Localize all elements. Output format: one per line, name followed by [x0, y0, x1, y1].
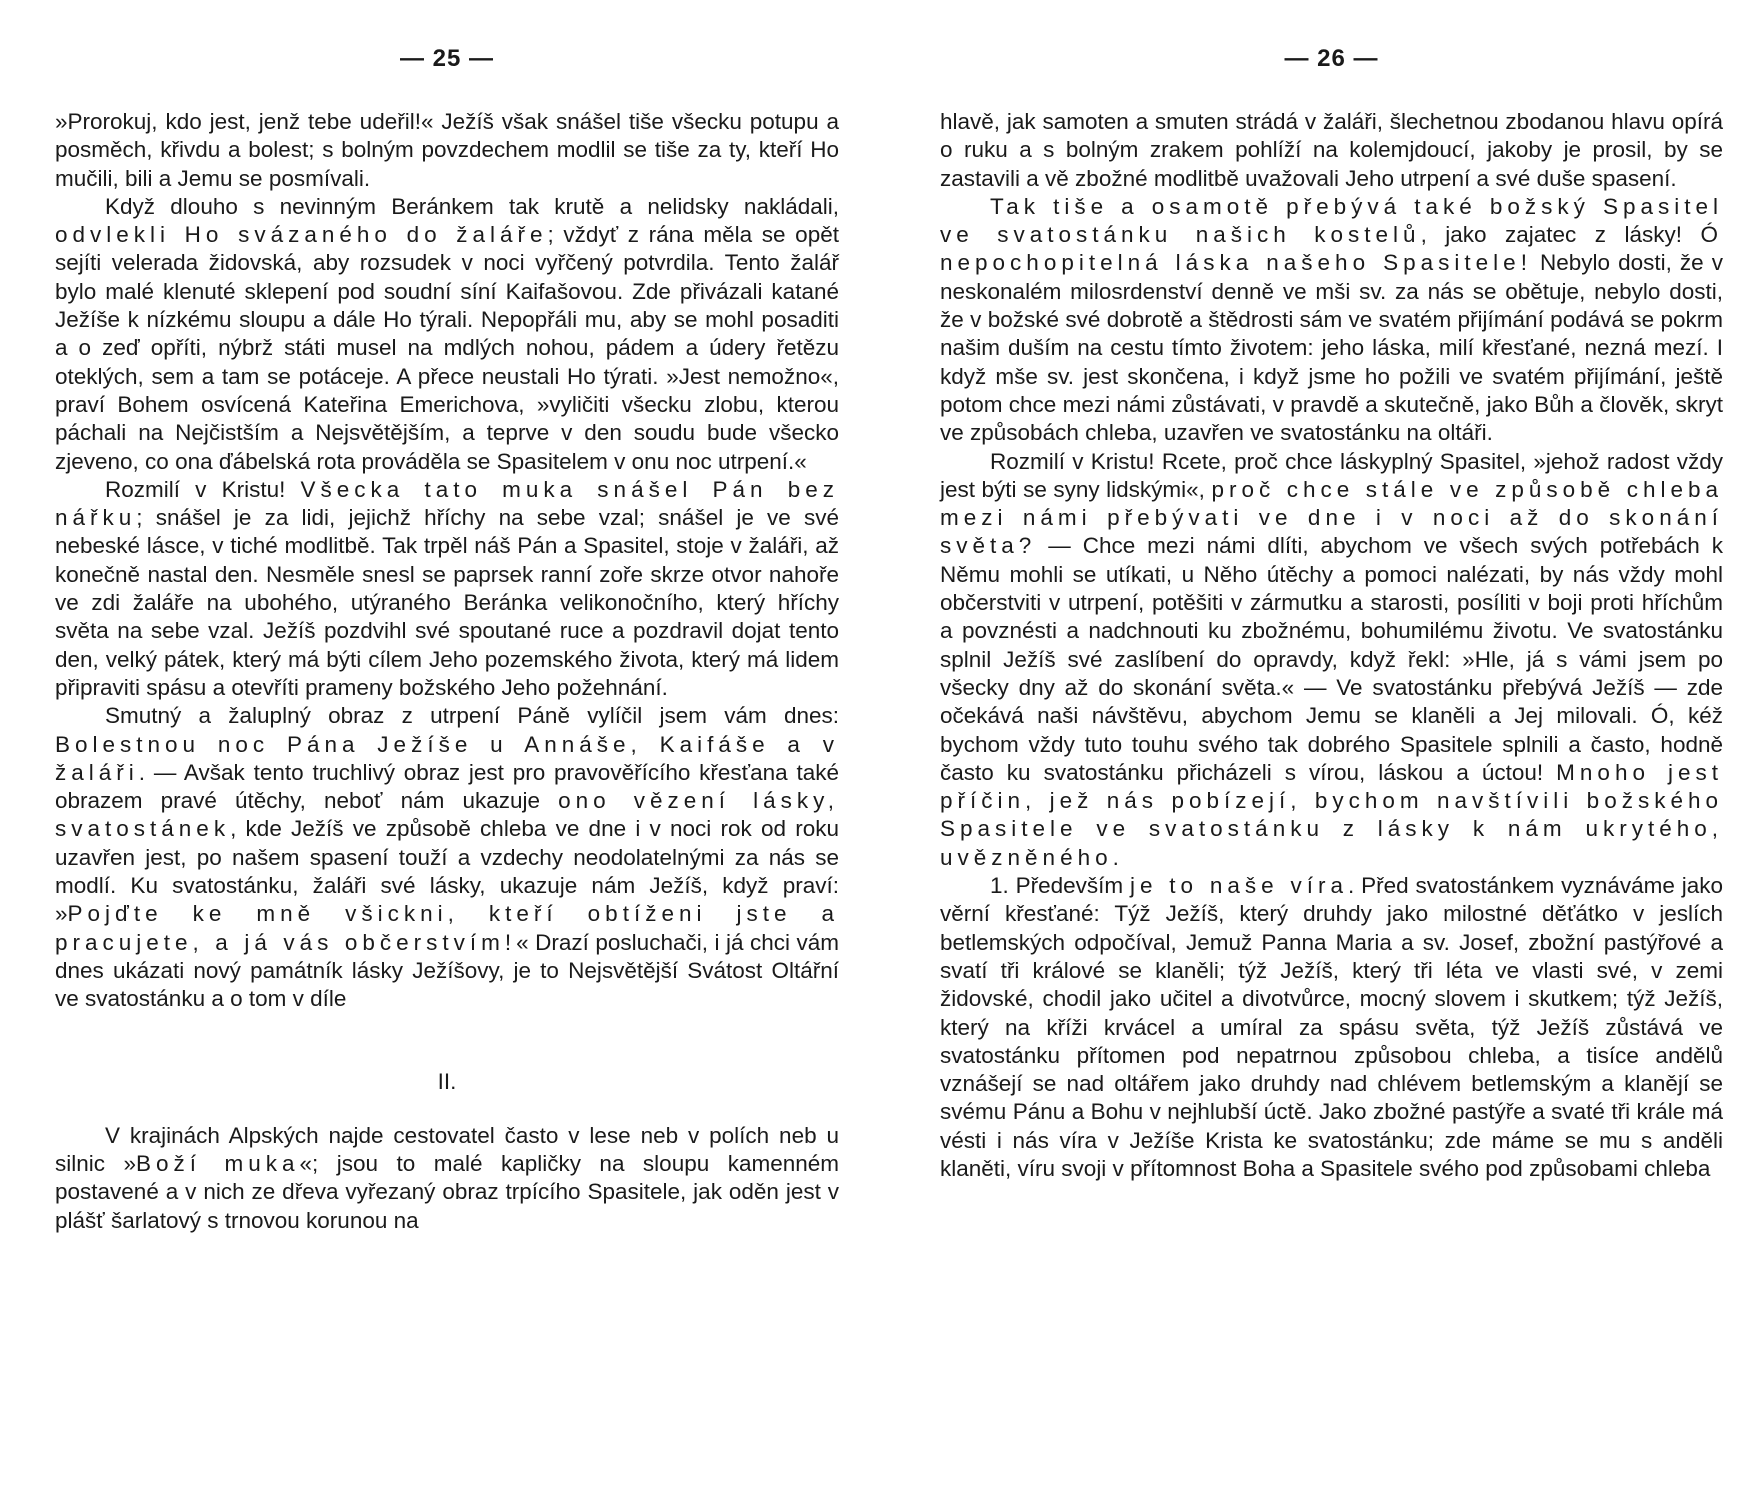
spaced-emphasis: Všecka tato muka snášel Pán bez nářku [55, 476, 839, 531]
text-run: Smutný a žaluplný obraz z utrpení Páně vylíčil jsem vám dnes: [105, 703, 839, 729]
spaced-emphasis: ono vězení lásky, svatostánek [55, 788, 840, 842]
paragraph [940, 108, 1723, 193]
paragraph-group [55, 108, 839, 1014]
text-run: . Před svatostánkem vyznáváme jako věrní křesťané: Týž Ježíš, který druhdy jako milostné děťátko v jeslích betlemských odpočíval, Jemuž Panna Maria a sv. Josef, zbožní pastýřové a svatí tři králové se klaněli; týž Ježíš, který tři léta ve vlasti své, v zemi židovské, chodil jako učitel a divotvůrce, mocný slovem i skutkem; týž Ježíš, který na kříži krvácel a umíral za spásu světa, týž Ježíš zůstává ve svatostánku přítomen pod nepatrnou způsobou chleba, a tisíce andělů vznášejí se nad oltářem jako druhdy nad chlévem betlemským a klanějí se svému Pánu a Bohu v nejhlubší úctě. Jako zbožné pastýře a svaté tři krále má vésti i nás víra v Ježíše Krista ke svatostánku; zde máme se mu s anděli klaněti, víru svoji v přítomnost Boha a Spasitele svého pod způsobami chleba [940, 873, 1724, 1181]
page-body [55, 108, 839, 1235]
paragraph [940, 448, 1723, 872]
spaced-emphasis: Mnoho jest příčin, jež nás pobízejí, bychom navštívili božského Spasitele ve svatostánku z lásky k nám ukrytého, uvězněného [940, 759, 1723, 870]
left-page [55, 0, 839, 1500]
paragraph [940, 193, 1723, 448]
spaced-emphasis: proč chce stále ve způsobě chleba mezi námi přebývati ve dne i v noci až do skonání světa? [940, 476, 1724, 559]
paragraph [940, 872, 1723, 1183]
text-run: . [1112, 844, 1119, 870]
text-run: ; vždyť z rána měla se opět sejíti velerada židovská, aby rozsudek v noci vyřčený potvrdila. Tento žalář bylo malé klenuté sklepení pod soudní síní Kaifašovou. Zde přivázali katané Ježíše k nízkému sloupu a dále Ho týrali. Nepopřáli mu, aby se mohl posaditi a o zeď opříti, nýbrž státi musel na mdlých nohou, pádem a údery řetězu oteklých, sem a tam se potáceje. A přece neustali Ho týrati. »Jest nemožno«, praví Bohem osvícená Kateřina Emerichova, »vyličiti všecku zlobu, kterou páchali na Nejčistším a Nejsvětějším, a teprve v den soudu bude všecko zjeveno, co ona ďábelská rota prováděla se Spasitelem v onu noc utrpení.« [55, 222, 839, 474]
text-run: Rozmilí v Kristu! [105, 476, 301, 502]
text-run: — Chce mezi námi dlíti, abychom ve všech svých potřebách k Němu mohli se utíkati, u Něho útěchy a pomoci nalézati, by nás vždy mohl občerstviti v utrpení, potěšiti v zármutku a starosti, posíliti v boji proti hříchům a povznésti a nadchnouti ku zbožnému, bohumilému životu. Ve svatostánku splnil Ježíš své zaslíbení do opravdy, když řekl: »Hle, já s vámi jsem po všecky dny až do skonání světa.« — Ve svatostánku přebývá Ježíš — zde očekává naši návštěvu, abychom Jemu se klaněli a Jej milovali. Ó, kéž bychom vždy tuto touhu svého tak dobrého Spasitele splnili a často, hodně často ku svatostánku přicházeli s vírou, láskou a úctou! [940, 533, 1723, 785]
page-body [940, 108, 1723, 1183]
paragraph [55, 1122, 839, 1235]
text-run: , kde Ježíš ve způsobě chleba ve dne i v noci rok od roku uzavřen jest, po našem spasení touží a vzdechy neodolatelnými za nás se modlí. Ku svatostánku, žaláři své lásky, ukazuje nám Ježíš, když praví: » [55, 816, 839, 927]
page-number: — 25 — [399, 45, 495, 72]
text-run: V krajinách Alpských najde cestovatel často v lese neb v polích neb u silnic » [55, 1122, 839, 1177]
paragraph [55, 108, 839, 193]
text-run: . — Avšak tento truchlivý obraz jest pro pravověřícího křesťana také obrazem pravé útěchy, neboť nám ukazuje [55, 759, 839, 814]
paragraph-group [940, 108, 1723, 1183]
spaced-emphasis: Ó nepochopitelná láska našeho Spasitele! [940, 222, 1723, 276]
page-number: — 26 — [1284, 45, 1379, 72]
paragraph [55, 476, 839, 702]
text-run: ; snášel je za lidi, jejichž hříchy na sebe vzal; snášel je ve své nebeské lásce, v tiché modlitbě. Tak trpěl náš Pán a Spasitel, stoje v žaláři, až konečně nastal den. Nesměle snesl se paprsek ranní zoře skrze otvor nahoře ve zdi žaláře na ubohého, utýraného Beránka velikonočního, který hříchy světa na sebe vzal. Ježíš pozdvihl své spoutané ruce a pozdravil dojat tento den, velký pátek, který má býti cílem Jeho pozemského života, který má lidem připraviti spásu a otevříti prameny božského Jeho požehnání. [55, 505, 839, 700]
paragraph-group [55, 1122, 839, 1235]
text-run: Nebylo dosti, že v neskonalém milosrdenství denně ve mši sv. za nás se obětuje, nebylo dosti, že v božské své dobrotě a štědrosti sám ve svatém přijímání podává se pokrm našim duším na cestu tímto životem: jeho láska, milí křesťané, nezná mezí. I když mše sv. jest skončena, i když jsme ho požili ve svatém přijímání, ještě potom chce mezi námi zůstávati, v pravdě a skutečně, jako Bůh a člověk, skryt ve způsobách chleba, uzavřen ve svatostánku na oltáři. [940, 250, 1723, 446]
text-run: 1. Především [990, 873, 1130, 899]
spaced-emphasis: Boží muka [136, 1151, 300, 1177]
paragraph [55, 702, 839, 1013]
spaced-emphasis: odvlekli Ho svázaného do žaláře [55, 222, 548, 248]
text-run: Když dlouho s nevinným Beránkem tak krutě a nelidsky nakládali, [105, 193, 839, 219]
section-heading: II. [437, 1068, 457, 1094]
text-run: »Prorokuj, kdo jest, jenž tebe udeřil!« Ježíš však snášel tiše všecku potupu a posměch, křivdu a bolest; s bolným povzdechem modlil se tiše za ty, kteří Ho mučili, bili a Jemu se posmívali. [55, 109, 839, 191]
text-run: , jako zajatec z lásky! [1420, 222, 1701, 248]
spaced-emphasis: Tak tiše a osamotě přebývá také božský Spasitel ve svatostánku našich kostelů [940, 193, 1723, 248]
spaced-emphasis: je to naše víra [1129, 873, 1349, 899]
right-page [940, 0, 1723, 1500]
text-run: hlavě, jak samoten a smuten strádá v žaláři, šlechetnou zbodanou hlavu opírá o ruku a s bolným zrakem pohlíží na kolemjdoucí, jakoby je prosil, by se zastavili a vě zbožné modlitbě uvažovali Jeho utrpení a své duše spasení. [940, 109, 1723, 191]
paragraph [55, 193, 839, 476]
spaced-emphasis: Bolestnou noc Pána Ježíše u Annáše, Kaifáše a v žaláři [55, 731, 839, 785]
text-run: «; jsou to malé kapličky na sloupu kamenném postavené a v nich ze dřeva vyřezaný obraz trpícího Spasitele, jak oděn jest v plášť šarlatový s trnovou korunou na [55, 1151, 839, 1233]
text-run: Rozmilí v Kristu! Rcete, proč chce láskyplný Spasitel, »jehož radost vždy jest býti se syny lidskými«, [940, 448, 1723, 502]
text-run: « Drazí posluchači, i já chci vám dnes ukázati nový památník lásky Ježíšovy, je to Nejsvětější Svátost Oltářní ve svatostánku a o tom v díle [55, 929, 840, 1012]
spaced-emphasis: Pojďte ke mně všickni, kteří obtíženi jste a pracujete, a já vás občerstvím! [55, 901, 839, 955]
